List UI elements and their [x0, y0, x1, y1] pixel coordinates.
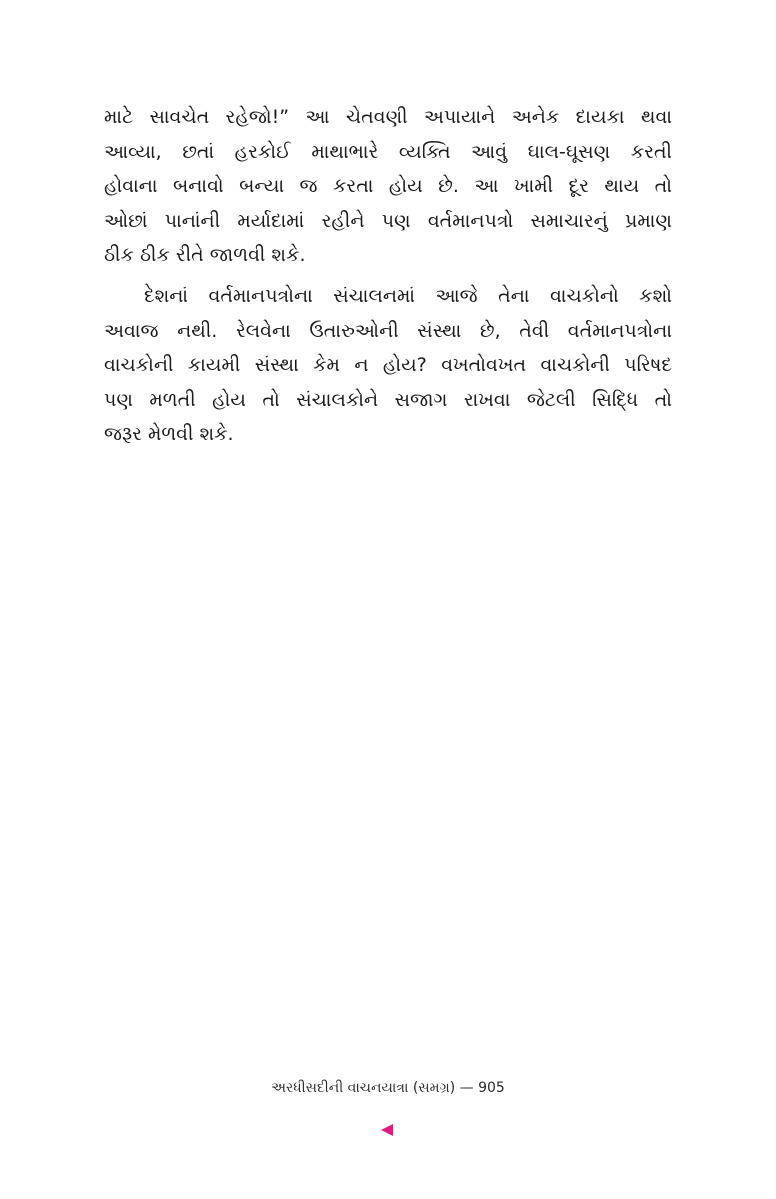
- text-line: આવ્યા, છતાં હરકોઈ માથાભારે વ્યક્તિ આવું ઘાલ-ઘૂસણ કરતી: [104, 140, 672, 163]
- text-line: પણ મળતી હોય તો સંચાલકોને સજાગ રાખવા જેટલી સિદ્ધિ તો: [104, 388, 672, 411]
- text-line: હોવાના બનાવો બન્યા જ કરતા હોય છે. આ ખામી દૂર થાય તો: [104, 175, 672, 198]
- text-line: દેશનાં વર્તમાનપત્રોના સંચાલનમાં આજે તેના વાચકોનો કશો: [144, 284, 672, 307]
- paragraph-2: [104, 279, 672, 452]
- text-line: વાચકોની કાયમી સંસ્થા કેમ ન હોય? વખતોવખત વાચકોની પરિષદ: [104, 354, 672, 377]
- previous-page-left-triangle-icon[interactable]: [381, 1124, 393, 1136]
- paragraph-1: [104, 100, 672, 273]
- page-body: [104, 100, 672, 452]
- text-line: જરૂર મેળવી શકે.: [104, 423, 234, 446]
- text-line: અવાજ નથી. રેલવેના ઉતારુઓની સંસ્થા છે, તેવી વર્તમાનપત્રોના: [104, 319, 672, 342]
- text-line: માટે સાવચેત રહેજો!” આ ચેતવણી અપાયાને અનેક દાયકા થવા: [104, 106, 672, 128]
- running-footer: અરધીસદીની વાચનયાત્રા (સમગ્ર) — 905: [271, 1080, 505, 1096]
- text-line: ઓછાં પાનાંની મર્યાદામાં રહીને પણ વર્તમાનપત્રો સમાચારનું પ્રમાણ: [104, 209, 672, 232]
- text-line: ઠીક ઠીક રીતે જાળવી શકે.: [104, 244, 306, 267]
